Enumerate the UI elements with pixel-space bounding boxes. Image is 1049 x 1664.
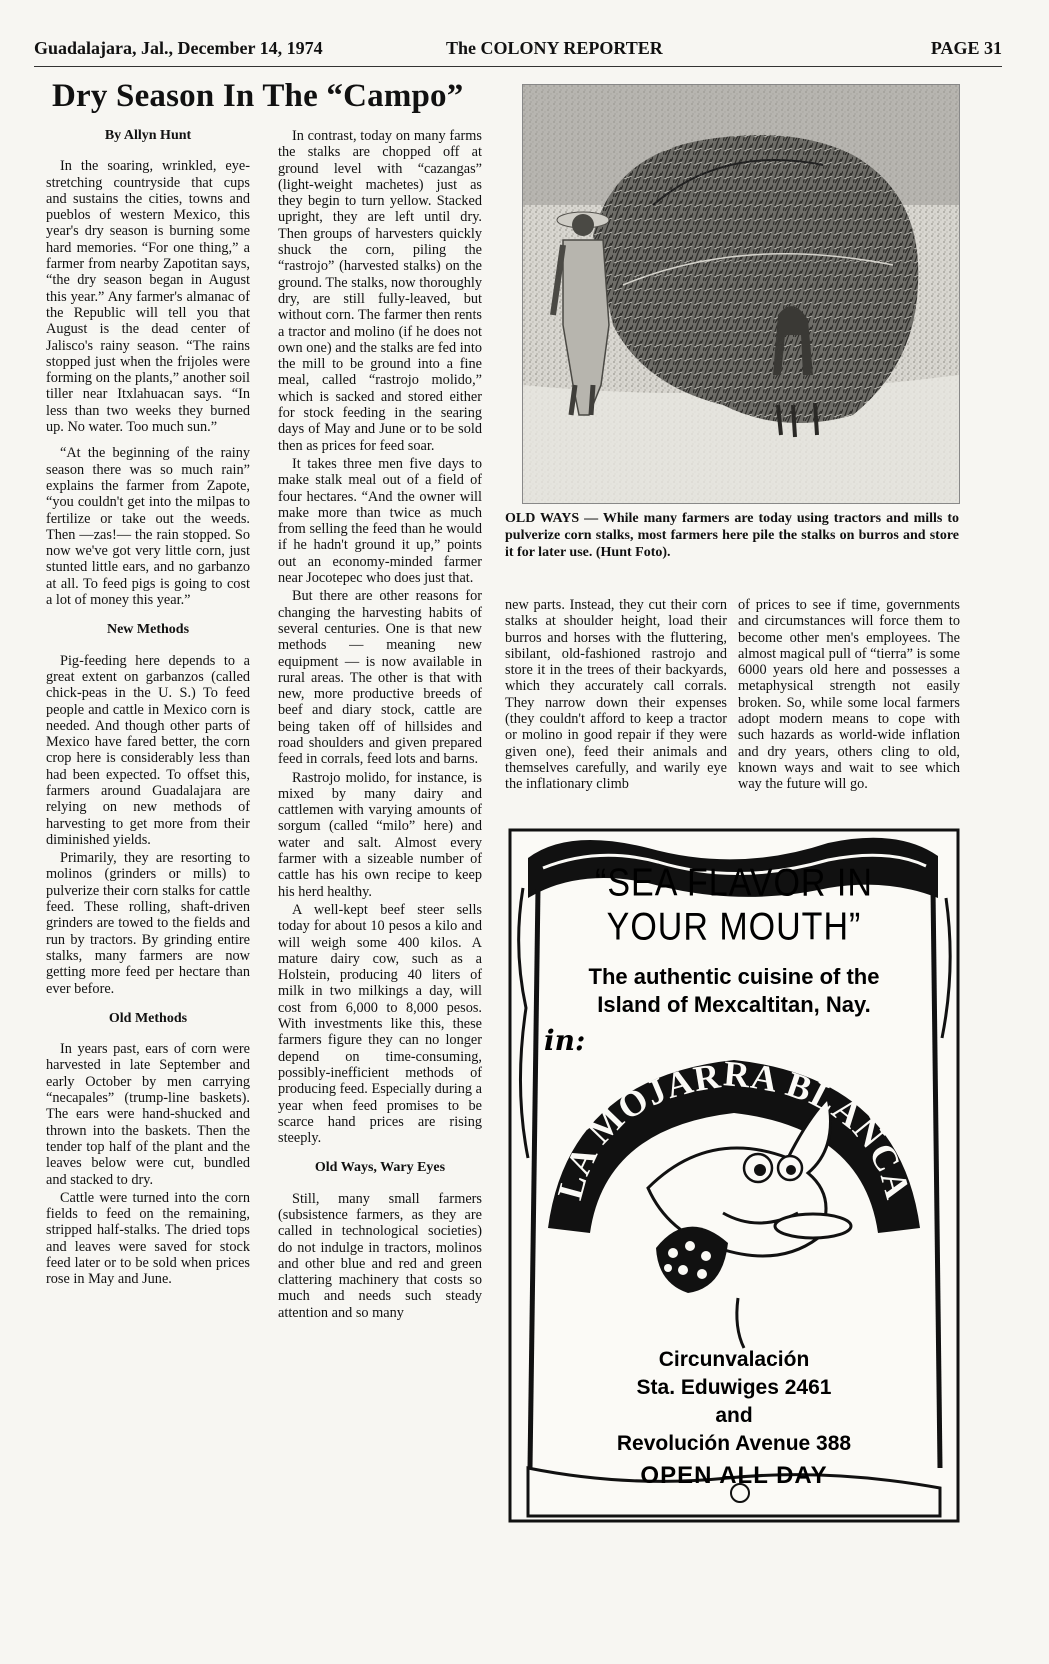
photo-caption: OLD WAYS — While many farmers are today using tractors and mills to pulverize corn stalks, most farmers here pile the stalks on burros and store it for later use. (Hunt Foto). bbox=[505, 511, 959, 560]
article-column-1 bbox=[46, 128, 250, 1288]
ad-address-3: Revolución Avenue 388 bbox=[616, 1432, 852, 1455]
subheading-old-ways: Old Ways, Wary Eyes bbox=[314, 1160, 446, 1176]
header-rule bbox=[34, 66, 1002, 67]
dateline: Guadalajara, Jal., December 14, 1974 bbox=[34, 38, 323, 58]
paragraph: of prices to see if time, governments and circumstances will force them to become other men's employees. The almost magical pull of “tierra” is some 6000 years old here and possesses a metaphysical strength not easily broken. So, while some local farmers adopt modern means to cope with such hazards as world-wide inflation and dry years, others cling to old, known ways and wait to see which way the future will go. bbox=[738, 597, 960, 793]
ad-tagline-1: The authentic cuisine of the bbox=[588, 964, 880, 989]
paragraph: It takes three men five days to make stalk meal out of a field of four hectares. “And the owner will make more than twice as much from selling the feed than he would if he hadn't ground it up,” points out an economy-minded farmer near Jocotepec who does just that. bbox=[278, 455, 482, 587]
paragraph: In the soaring, wrinkled, eye-stretching countryside that cups and sustains the cities, towns and pueblos of western Mexico, this year's dry season is burning some hard memories. “For one thing,” a farmer from nearby Zapotitan says, “the dry season began in August this year.” Any farmer's almanac of the Republic will tell you that August is the dead center of Jalisco's rainy season. “The rains stopped just when the frijoles were forming on the plants,” another soil tiller near Itxlahuacan says. “In less than two weeks they burned up. No water. Too much sun.” bbox=[46, 158, 250, 436]
publication-name: The COLONY REPORTER bbox=[446, 38, 663, 58]
svg-text:LA MOJARRA BLANCA bbox=[550, 1053, 919, 1203]
byline: By Allyn Hunt bbox=[104, 128, 192, 143]
paragraph: Pig-feeding here depends to a great extent on garbanzos (called chick-peas in the U. S.) To feed people and cattle in Mexico corn is needed. And though other parts of Mexico have fared better, the corn crop here is considerably less than had been expected. To offset this, farmers around Guadalajara are relying on new methods of harvesting to get more from their diminished yields. bbox=[46, 652, 250, 848]
ad-address-2: Sta. Eduwiges 2461 bbox=[636, 1376, 832, 1399]
paragraph: In years past, ears of corn were harvested in late September and early October by men carrying “necapales” (trump-line baskets). The ears were hand-shucked and thrown into the baskets. Then the tender top half of the plant and the leaves below were cut, bundled and stacked to dry. bbox=[46, 1041, 250, 1188]
restaurant-advertisement bbox=[508, 828, 960, 1523]
paragraph: Primarily, they are resorting to molinos (grinders or mills) to pulverize their corn stalks for cattle feed. These rolling, shaft-driven grinders are towed to the fields and run by tractors. By grinding entire stalks, many farmers are now getting more feed per hectare than ever before. bbox=[46, 850, 250, 997]
paragraph: A well-kept beef steer sells today for about 10 pesos a kilo and will weigh some 400 kilos. A mature dairy cow, such as a Holstein, producing 40 liters of milk in two milkings a day, will cost from 6,000 to 8,000 pesos. With investments like this, these farmers figure they can no longer depend on time-consuming, possibly-inefficient methods of producing feed. Especially during a year when feed promises to be scarce hand prices are rising steeply. bbox=[278, 901, 482, 1147]
ad-address-and: and bbox=[715, 1404, 753, 1427]
paragraph: Still, many small farmers (subsistence farmers, as they are called in technological societies) do not indulge in tractors, molinos and other blue and red and green clattering machinery that costs so much and needs such steady attention and so many bbox=[278, 1190, 482, 1321]
paragraph: In contrast, today on many farms the stalks are chopped off at ground level with “cazangas” (light-weight machetes) just as they begin to turn yellow. Stacked upright, they are left until dry. Then groups of harvesters quickly shuck the corn, piling the “rastrojo” (harvested stalks) on the ground. The stalks, now thoroughly dry, are still fully-leaved, but without corn. The farmer then rents a tractor and molino (if he does not own one) and the stalks are fed into the mill to be ground into a fine meal, called “rastrojo molido,” which is sacked and stored either for stock feeding in the searing days of May and June or to be sold then as prices for feed soar. bbox=[278, 128, 482, 454]
photo-farmer-with-burro bbox=[522, 84, 960, 504]
paragraph: new parts. Instead, they cut their corn stalks at shoulder height, load their burros and horses with the fluttering, sibilant, old-fashioned rastrojo and store it in the trees of their backyards, which they accurately call corrals. They narrow down their expenses (they couldn't afford to keep a tractor or molino in good repair if they were given one), feed their animals and themselves carefully, and warily eye the inflationary climb bbox=[505, 597, 727, 793]
subheading-old-methods: Old Methods bbox=[108, 1010, 188, 1026]
photo-illustration bbox=[523, 85, 959, 503]
article-column-4 bbox=[738, 597, 960, 793]
article-column-2 bbox=[278, 128, 482, 1321]
ad-hours: OPEN ALL DAY bbox=[640, 1462, 828, 1489]
ad-address-1: Circunvalación bbox=[658, 1348, 810, 1371]
ad-in-script: in: bbox=[544, 1024, 586, 1057]
paragraph: Cattle were turned into the corn fields to feed on the remaining, stripped half-stalks. The dried tops and leaves were saved for stock feed later or to be sold when prices rose in May and June. bbox=[46, 1189, 250, 1288]
page-number: PAGE 31 bbox=[930, 38, 1002, 58]
paragraph: “At the beginning of the rainy season there was so much rain” explains the farmer from Zapote, “you couldn't get into the milpas to fertilize or take out the weeds. Then —zas!— the rain stopped. So now we've got very little corn, just stunted little ears, and no garbanzo at all. To feed pigs is going to cost a lot of money this year.” bbox=[46, 445, 250, 609]
paragraph: But there are other reasons for changing the harvesting habits of several centuries. One is that new methods — meaning new equipment — is now available in rural areas. The other is that with new, more productive breeds of beef and diary stock, cattle are being taken off of hillsides and road shoulders and given prepared feed in corrals, feed lots and barns. bbox=[278, 588, 482, 768]
subheading-new-methods: New Methods bbox=[106, 622, 190, 638]
article-headline: Dry Season In The “Campo” bbox=[52, 78, 464, 114]
ad-slogan-line2: YOUR MOUTH” bbox=[606, 905, 862, 949]
ad-tagline-2: Island of Mexcaltitan, Nay. bbox=[597, 992, 871, 1017]
restaurant-name: LA MOJARRA BLANCA bbox=[549, 1053, 919, 1204]
article-column-3 bbox=[505, 597, 727, 793]
page-header bbox=[34, 38, 1002, 62]
paragraph: Rastrojo molido, for instance, is mixed by many dairy and cattlemen with varying amounts of sorgum (called “milo” here) and water and salt. Almost every farmer with a sizeable number of cattle has his own recipe to keep his herd healthy. bbox=[278, 769, 482, 900]
ad-slogan-line1: “SEA FLAVOR IN bbox=[595, 861, 873, 905]
